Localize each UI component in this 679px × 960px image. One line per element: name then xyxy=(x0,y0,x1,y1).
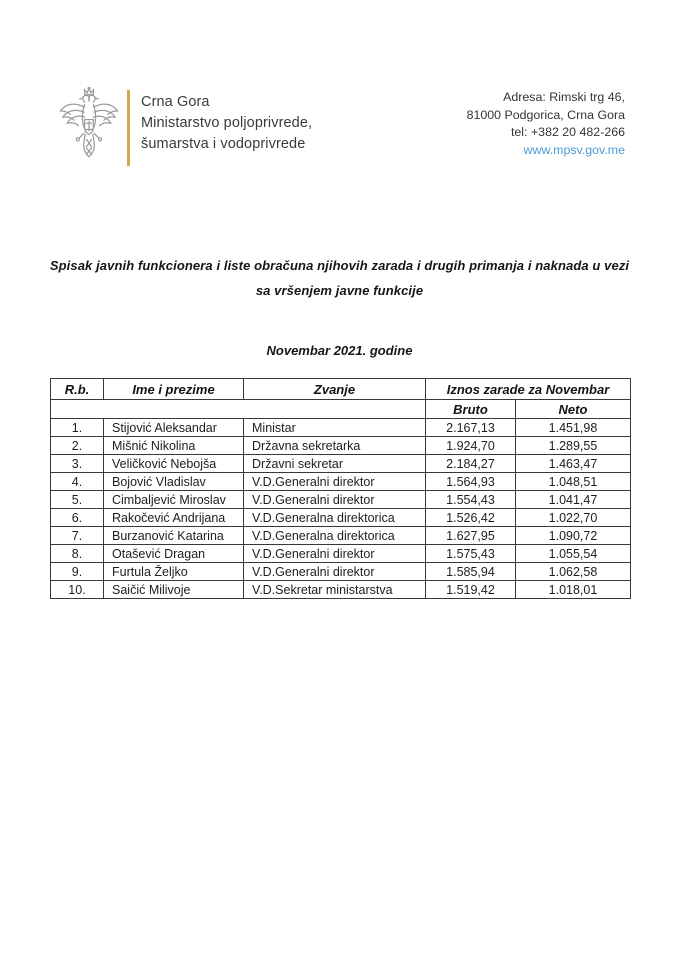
cell-neto: 1.289,55 xyxy=(516,437,631,455)
brand-block xyxy=(57,86,312,168)
table-row xyxy=(51,473,631,491)
header-rb: R.b. xyxy=(51,379,104,400)
cell-name: Bojović Vladislav xyxy=(104,473,244,491)
cell-position: V.D.Generalni direktor xyxy=(244,545,426,563)
cell-neto: 1.090,72 xyxy=(516,527,631,545)
cell-bruto: 1.585,94 xyxy=(426,563,516,581)
cell-name: Otašević Dragan xyxy=(104,545,244,563)
document-period: Novembar 2021. godine xyxy=(266,343,413,358)
table-row xyxy=(51,437,631,455)
cell-position: V.D.Generalni direktor xyxy=(244,563,426,581)
cell-position: V.D.Sekretar ministarstva xyxy=(244,581,426,599)
cell-position: Državna sekretarka xyxy=(244,437,426,455)
table-row xyxy=(51,581,631,599)
table-header-row xyxy=(51,379,631,400)
address-line1: Adresa: Rimski trg 46, xyxy=(503,90,625,104)
header-position: Zvanje xyxy=(244,379,426,400)
cell-name: Cimbaljević Miroslav xyxy=(104,491,244,509)
header-bruto: Bruto xyxy=(426,400,516,419)
cell-position: V.D.Generalni direktor xyxy=(244,473,426,491)
ministry-name-line1: Ministarstvo poljoprivrede, xyxy=(141,115,313,131)
cell-position: V.D.Generalni direktor xyxy=(244,491,426,509)
cell-position: V.D.Generalna direktorica xyxy=(244,527,426,545)
header-neto: Neto xyxy=(516,400,631,419)
cell-rb: 10. xyxy=(51,581,104,599)
cell-rb: 9. xyxy=(51,563,104,581)
cell-bruto: 1.554,43 xyxy=(426,491,516,509)
cell-position: Ministar xyxy=(244,419,426,437)
cell-bruto: 1.526,42 xyxy=(426,509,516,527)
table-row xyxy=(51,491,631,509)
table-row xyxy=(51,419,631,437)
coat-of-arms-icon xyxy=(57,86,121,168)
cell-neto: 1.041,47 xyxy=(516,491,631,509)
cell-position: Državni sekretar xyxy=(244,455,426,473)
table-row xyxy=(51,527,631,545)
contact-block xyxy=(467,89,625,159)
cell-neto: 1.463,47 xyxy=(516,455,631,473)
table-row xyxy=(51,563,631,581)
org-name: Crna Gora xyxy=(141,94,210,110)
cell-neto: 1.018,01 xyxy=(516,581,631,599)
cell-neto: 1.055,54 xyxy=(516,545,631,563)
cell-bruto: 1.575,43 xyxy=(426,545,516,563)
cell-rb: 5. xyxy=(51,491,104,509)
cell-name: Mišnić Nikolina xyxy=(104,437,244,455)
cell-bruto: 1.564,93 xyxy=(426,473,516,491)
cell-neto: 1.048,51 xyxy=(516,473,631,491)
website-link[interactable]: www.mpsv.gov.me xyxy=(523,142,625,157)
cell-bruto: 2.184,27 xyxy=(426,455,516,473)
cell-neto: 1.451,98 xyxy=(516,419,631,437)
cell-rb: 6. xyxy=(51,509,104,527)
cell-rb: 4. xyxy=(51,473,104,491)
cell-name: Rakočević Andrijana xyxy=(104,509,244,527)
cell-position: V.D.Generalna direktorica xyxy=(244,509,426,527)
cell-bruto: 2.167,13 xyxy=(426,419,516,437)
header-name: Ime i prezime xyxy=(104,379,244,400)
cell-bruto: 1.627,95 xyxy=(426,527,516,545)
ministry-name-line2: šumarstva i vodoprivrede xyxy=(141,136,306,152)
cell-name: Stijović Aleksandar xyxy=(104,419,244,437)
table-row xyxy=(51,509,631,527)
table-subheader-row xyxy=(51,400,631,419)
cell-neto: 1.062,58 xyxy=(516,563,631,581)
cell-neto: 1.022,70 xyxy=(516,509,631,527)
table-row xyxy=(51,455,631,473)
cell-rb: 2. xyxy=(51,437,104,455)
phone-line: tel: +382 20 482-266 xyxy=(510,125,625,140)
cell-name: Saičić Milivoje xyxy=(104,581,244,599)
header-salary-group: Iznos zarade za Novembar xyxy=(426,379,631,400)
cell-rb: 3. xyxy=(51,455,104,473)
document-title-line1: Spisak javnih funkcionera i liste obračuna njihovih zarada i drugih primanja i naknada u vezi xyxy=(49,258,630,273)
cell-rb: 1. xyxy=(51,419,104,437)
cell-rb: 8. xyxy=(51,545,104,563)
cell-rb: 7. xyxy=(51,527,104,545)
salary-table xyxy=(50,378,631,599)
header-empty-cell xyxy=(51,400,426,419)
brand-divider xyxy=(127,90,130,166)
cell-bruto: 1.519,42 xyxy=(426,581,516,599)
cell-name: Furtula Željko xyxy=(104,563,244,581)
document-title xyxy=(0,253,679,303)
document-title-line2: sa vršenjem javne funkcije xyxy=(255,283,424,298)
cell-bruto: 1.924,70 xyxy=(426,437,516,455)
cell-name: Burzanović Katarina xyxy=(104,527,244,545)
cell-name: Veličković Nebojša xyxy=(104,455,244,473)
brand-text xyxy=(141,86,312,168)
table-row xyxy=(51,545,631,563)
address-line2: 81000 Podgorica, Crna Gora xyxy=(466,107,625,122)
